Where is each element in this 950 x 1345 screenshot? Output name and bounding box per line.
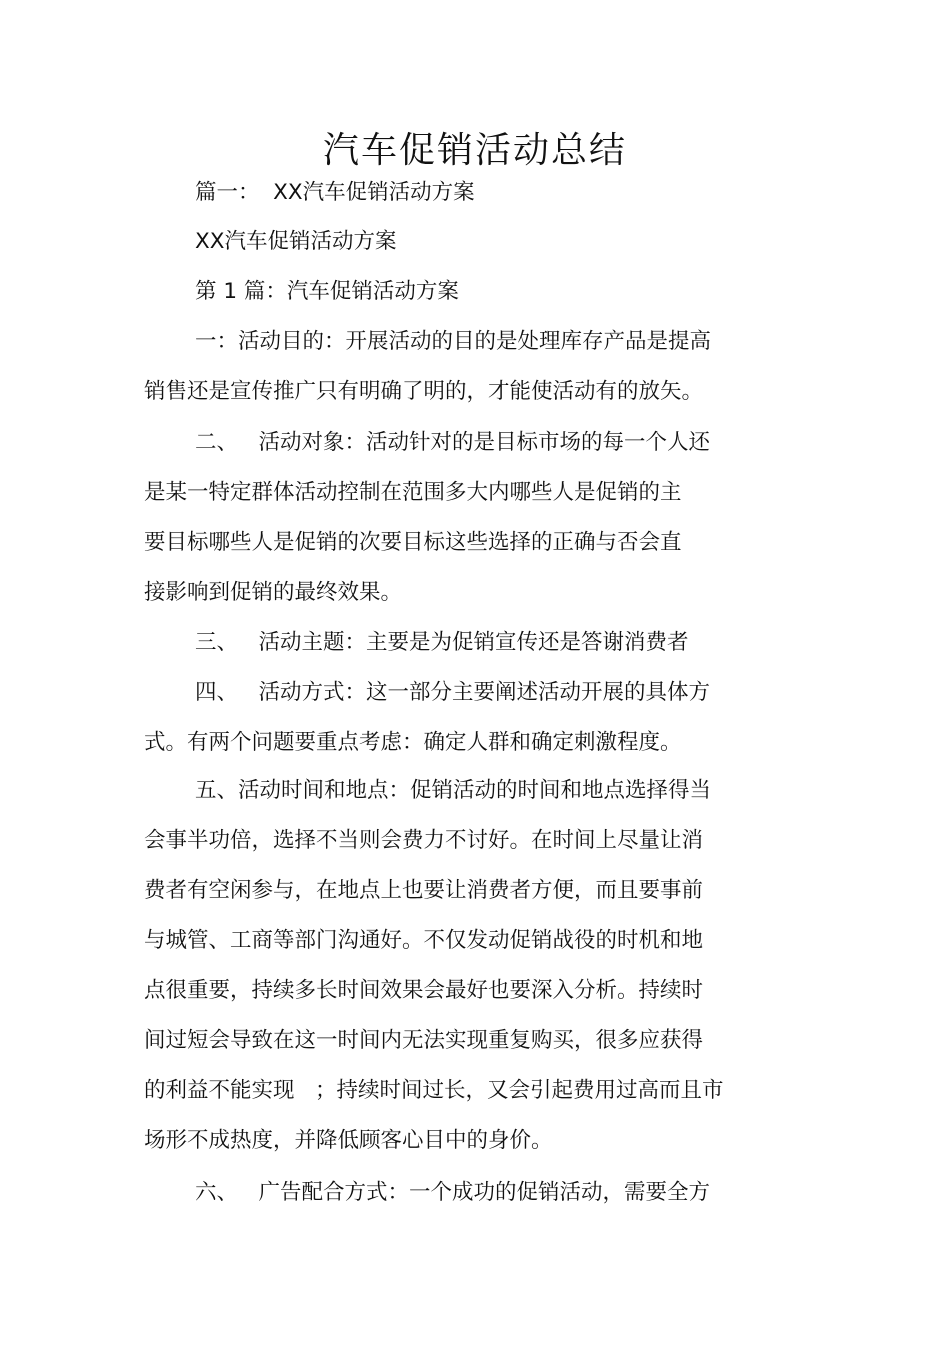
body-text-line: 的利益不能实现 ；持续时间过长，又会引起费用过高而且市 (144, 1078, 724, 1103)
body-text-line: 是某一特定群体活动控制在范围多大内哪些人是促销的主 (144, 480, 682, 505)
body-text-line: XX汽车促销活动方案 (195, 229, 397, 254)
body-text-line: 二、 活动对象：活动针对的是目标市场的每一个人还 (195, 430, 711, 455)
body-text-line: 会事半功倍，选择不当则会费力不讨好。在时间上尽量让消 (144, 828, 704, 853)
body-text-line: 点很重要，持续多长时间效果会最好也要深入分析。持续时 (144, 978, 704, 1003)
body-text-line: 四、 活动方式：这一部分主要阐述活动开展的具体方 (195, 680, 711, 705)
body-text-line: 篇一： XX汽车促销活动方案 (195, 180, 475, 205)
body-text-line: 一：活动目的：开展活动的目的是处理库存产品是提高 (195, 329, 712, 354)
body-text-line: 要目标哪些人是促销的次要目标这些选择的正确与否会直 (144, 530, 682, 555)
body-text-line: 第 1 篇：汽车促销活动方案 (195, 279, 459, 304)
document-title: 汽车促销活动总结 (322, 130, 627, 171)
body-text-line: 与城管、工商等部门沟通好。不仅发动促销战役的时机和地 (144, 928, 704, 953)
body-text-line: 费者有空闲参与，在地点上也要让消费者方便，而且要事前 (144, 878, 704, 903)
body-text-line: 销售还是宣传推广只有明确了明的，才能使活动有的放矢。 (144, 379, 704, 404)
body-text-line: 间过短会导致在这一时间内无法实现重复购买，很多应获得 (144, 1028, 704, 1053)
body-text-line: 接影响到促销的最终效果。 (144, 580, 403, 605)
body-text-line: 场形不成热度，并降低顾客心目中的身价。 (144, 1128, 553, 1153)
body-text-line: 六、 广告配合方式：一个成功的促销活动，需要全方 (195, 1180, 711, 1205)
body-text-line: 式。有两个问题要重点考虑：确定人群和确定刺激程度。 (144, 730, 682, 755)
body-text-line: 三、 活动主题：主要是为促销宣传还是答谢消费者 (195, 630, 689, 655)
body-text-line: 五、活动时间和地点：促销活动的时间和地点选择得当 (195, 778, 712, 803)
